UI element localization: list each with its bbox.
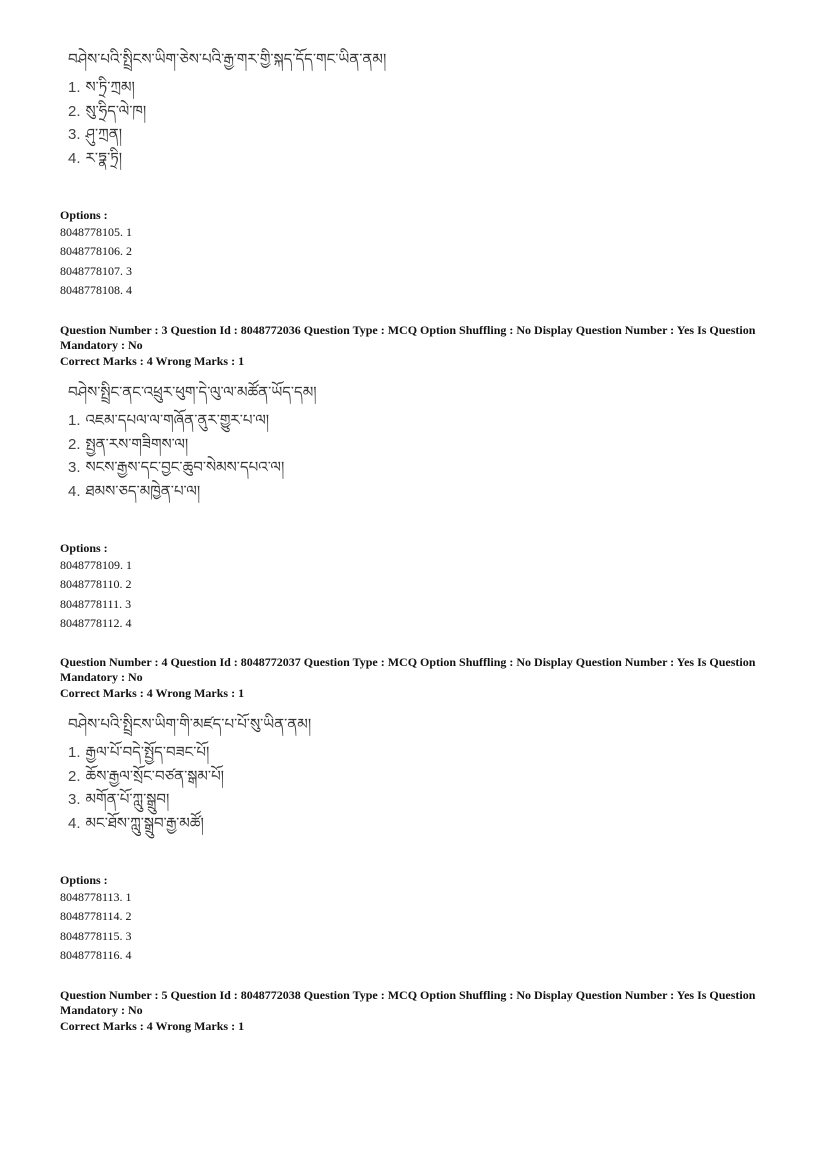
- choice-1: 1. རྒྱལ་པོ་བདེ་སྤྱོད་བཟང་པོ།: [68, 743, 210, 761]
- question-meta: Question Number : 3 Question Id : 8048772036 Question Type : MCQ Option Shuffling : No Display Question Number : Yes Is Question Mandatory : No: [60, 323, 756, 352]
- question-4-header: [60, 655, 760, 701]
- choice-4: 4. མང་ཐོས་ཀླུ་སྒྲུབ་རྒྱ་མཚོ།: [68, 813, 204, 832]
- marks-line: Correct Marks : 4 Wrong Marks : 1: [60, 1019, 245, 1033]
- question-5-header: [60, 988, 760, 1034]
- option-id: 8048778112. 4: [60, 615, 132, 630]
- option-id: 8048778110. 2: [60, 577, 132, 592]
- option-id: 8048778106. 2: [60, 244, 132, 259]
- question-meta: Question Number : 5 Question Id : 8048772038 Question Type : MCQ Option Shuffling : No Display Question Number : Yes Is Question Mandatory : No: [60, 988, 756, 1017]
- choice-3: 3. སངས་རྒྱས་དང་བྱང་ཆུབ་སེམས་དཔའ་ལ།: [68, 458, 285, 476]
- question-3-header: [60, 323, 760, 369]
- choice-3: 3. མགོན་པོ་ཀླུ་སྒྲུབ།: [68, 790, 170, 808]
- option-id: 8048778115. 3: [60, 928, 132, 943]
- marks-line: Correct Marks : 4 Wrong Marks : 1: [60, 686, 245, 700]
- question-meta: Question Number : 4 Question Id : 8048772037 Question Type : MCQ Option Shuffling : No Display Question Number : Yes Is Question Mandatory : No: [60, 655, 756, 684]
- option-id: 8048778105. 1: [60, 225, 132, 239]
- question-image: [68, 713, 760, 835]
- options-list: [60, 540, 760, 633]
- question-2-tail: [60, 48, 760, 170]
- choice-3: 3. ཤུ་ཀྲན།: [68, 125, 123, 143]
- choice-4: 4. ཐམས་ཅད་མཁྱེན་པ་ལ།: [68, 481, 201, 500]
- question-text: བཤེས་པའི་སྤྲིངས་ཡིག་ཅེས་པའི་རྒྱ་གར་གྱི་སྐད་དོད་གང་ཡིན་ནམ།: [68, 50, 387, 68]
- question-3-body: [60, 381, 760, 503]
- option-id: 8048778108. 4: [60, 282, 132, 297]
- option-id: 8048778116. 4: [60, 947, 132, 962]
- question-text: བཤེས་པའི་སྤྲིངས་ཡིག་གི་མཛད་པ་པོ་སུ་ཡིན་ནམ།: [68, 715, 312, 733]
- option-id: 8048778113. 1: [60, 890, 132, 904]
- question-image: [68, 381, 760, 503]
- choice-2: 2. ཆོས་རྒྱལ་སྲོང་བཙན་སྒམ་པོ།: [68, 766, 225, 785]
- choice-2: 2. སུ་ཧྲིད་ལེ་ཁ།: [68, 101, 147, 120]
- choice-1: 1. ས་ཏྲི་ཀྲམ།: [68, 78, 135, 96]
- option-id: 8048778109. 1: [60, 558, 132, 572]
- option-id: 8048778114. 2: [60, 909, 132, 924]
- marks-line: Correct Marks : 4 Wrong Marks : 1: [60, 354, 245, 368]
- choice-1: 1. འཇམ་དཔལ་ལ་གཞོན་ནུར་གྱུར་པ་ལ།: [68, 411, 270, 429]
- choice-4: 4. ར་ཏྣ་ཏྲི།: [68, 148, 123, 167]
- option-id: 8048778107. 3: [60, 263, 132, 278]
- option-id: 8048778111. 3: [60, 596, 132, 611]
- question-text: བཤེས་སྤྲིང་ནང་འཕྲུར་ཕུག་དེ་ལུ་ལ་མཚོན་ཡོད་དམ།: [68, 383, 317, 401]
- options-list: [60, 207, 760, 300]
- choice-2: 2. སྤྱན་རས་གཟིགས་ལ།: [68, 434, 189, 453]
- options-label: Options :: [60, 873, 108, 887]
- question-4-body: [60, 713, 760, 835]
- question-image: [68, 48, 760, 170]
- options-list: [60, 872, 760, 965]
- options-label: Options :: [60, 541, 108, 555]
- options-label: Options :: [60, 208, 108, 222]
